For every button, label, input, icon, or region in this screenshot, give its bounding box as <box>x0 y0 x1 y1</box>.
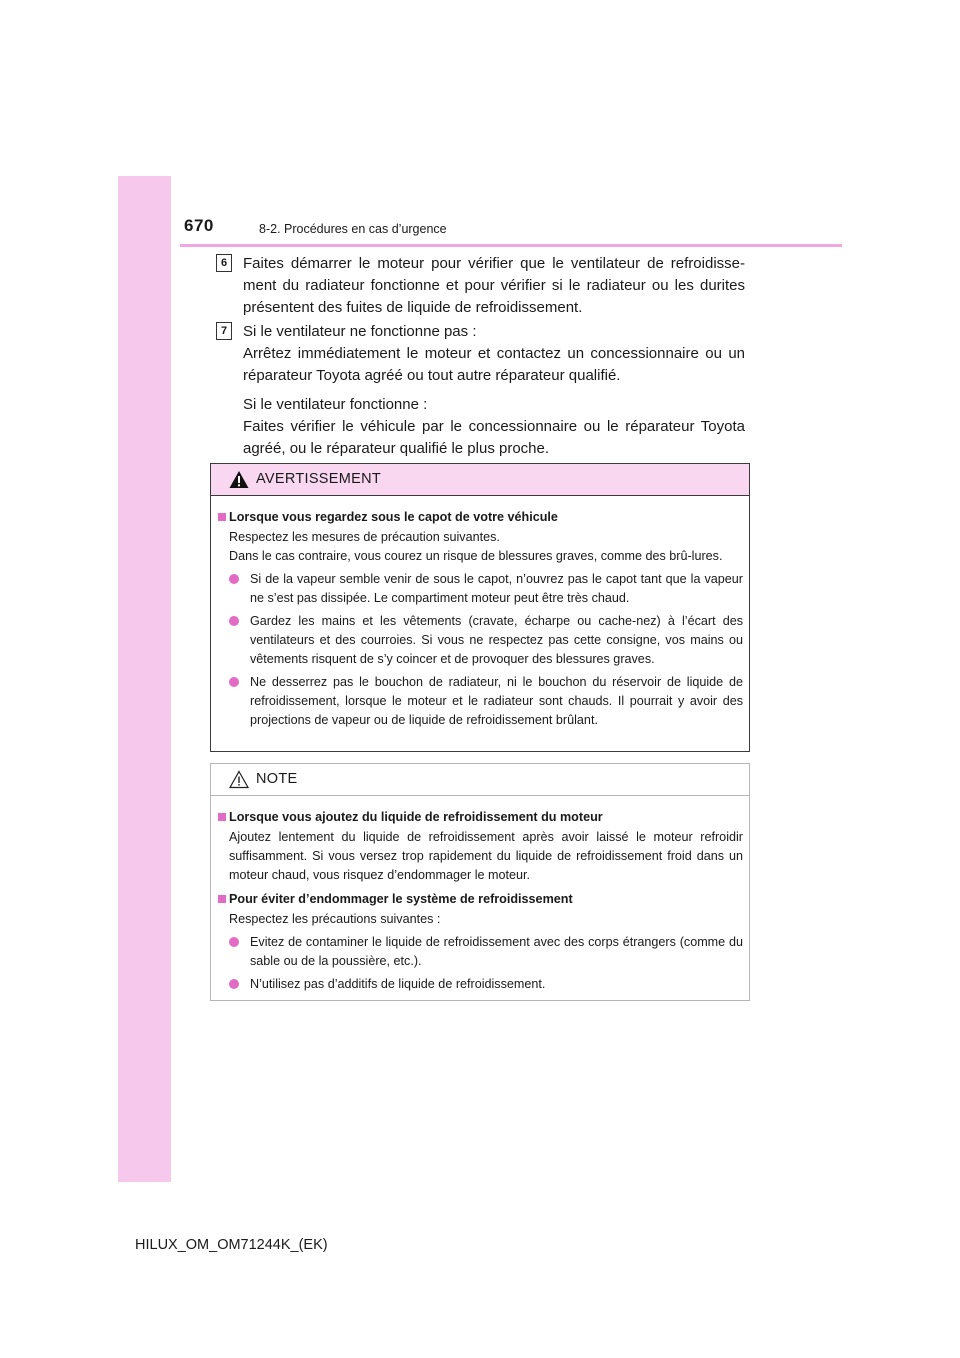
warning-box <box>210 463 750 752</box>
warning-title: AVERTISSEMENT <box>256 471 382 487</box>
header-rule <box>180 244 842 247</box>
square-bullet-icon <box>218 813 226 821</box>
step-number-6: 6 <box>216 254 232 272</box>
warning-header <box>211 464 749 496</box>
warning-triangle-icon <box>229 470 249 489</box>
warning-bullet: Ne desserrez pas le bouchon de radiateur, ni le bouchon du réservoir de liquide de refroidissement, lorsque le moteur et le radiateur sont chauds. Il pourrait y avoir des projections de vapeur ou de liquide de refroidissement brûlant. <box>229 673 743 730</box>
note-bullet: N’utilisez pas d’additifs de liquide de refroidissement. <box>229 975 743 994</box>
square-bullet-icon <box>218 895 226 903</box>
circle-bullet-icon <box>229 574 239 584</box>
step-6-text: Faites démarrer le moteur pour vérifier que le ventilateur de refroidisse-ment du radiateur fonctionne et pour vérifier si le radiateur ou les durites présentent des fuites de liquide de refroidissement. <box>243 255 745 316</box>
side-tab <box>118 176 171 1182</box>
square-bullet-icon <box>218 513 226 521</box>
warning-bullet: Gardez les mains et les vêtements (cravate, écharpe ou cache-nez) à l’écart des ventilateurs et des courroies. Si vous ne respectez pas cette consigne, vos mains ou vêtements risquent de s’y coincer et de provoquer des blessures graves. <box>229 612 743 669</box>
note-text-1: Ajoutez lentement du liquide de refroidissement après avoir laissé le moteur refroidir suffisamment. Si vous versez trop rapidement du liquide de refroidissement froid dans un moteur chaud, vous risquez d’endommager le moteur. <box>229 830 743 882</box>
note-text-2: Respectez les précautions suivantes : <box>229 912 441 926</box>
caution-triangle-icon <box>229 770 249 789</box>
warning-heading: Lorsque vous regardez sous le capot de votre véhicule <box>218 508 743 527</box>
warning-bullet: Si de la vapeur semble venir de sous le capot, n’ouvrez pas le capot tant que la vapeur ne s’est pas dissipée. Le compartiment moteur peut être très chaud. <box>229 570 743 608</box>
note-body <box>211 796 749 994</box>
circle-bullet-icon <box>229 616 239 626</box>
step-number-7: 7 <box>216 322 232 340</box>
circle-bullet-icon <box>229 937 239 947</box>
warning-intro-1: Respectez les mesures de précaution suivantes. <box>229 530 500 544</box>
section-title: 8-2. Procédures en cas d’urgence <box>259 222 447 236</box>
step-7-condition-1: Si le ventilateur ne fonctionne pas : <box>243 323 477 340</box>
circle-bullet-icon <box>229 979 239 989</box>
step-7-condition-2: Si le ventilateur fonctionne : <box>243 396 428 414</box>
step-7-action-2: Faites vérifier le véhicule par le concessionnaire ou le réparateur Toyota agréé, ou le réparateur qualifié le plus proche. <box>243 418 745 457</box>
note-header <box>211 764 749 796</box>
circle-bullet-icon <box>229 677 239 687</box>
warning-intro-2: Dans le cas contraire, vous courez un risque de blessures graves, comme des brû-lures. <box>229 549 723 563</box>
page-number: 670 <box>184 216 214 235</box>
note-title: NOTE <box>256 771 298 787</box>
note-heading-1: Lorsque vous ajoutez du liquide de refroidissement du moteur <box>218 808 743 827</box>
step-7 <box>243 321 745 460</box>
footer-doc-code: HILUX_OM_OM71244K_(EK) <box>135 1237 328 1253</box>
step-6 <box>243 253 745 318</box>
step-7-action-1: Arrêtez immédiatement le moteur et contactez un concessionnaire ou un réparateur Toyota agréé ou tout autre réparateur qualifié. <box>243 344 745 384</box>
warning-body <box>211 496 749 730</box>
note-bullet: Evitez de contaminer le liquide de refroidissement avec des corps étrangers (comme du sable ou de la poussière, etc.). <box>229 933 743 971</box>
note-box <box>210 763 750 1001</box>
note-heading-2: Pour éviter d’endommager le système de refroidissement <box>218 890 743 909</box>
